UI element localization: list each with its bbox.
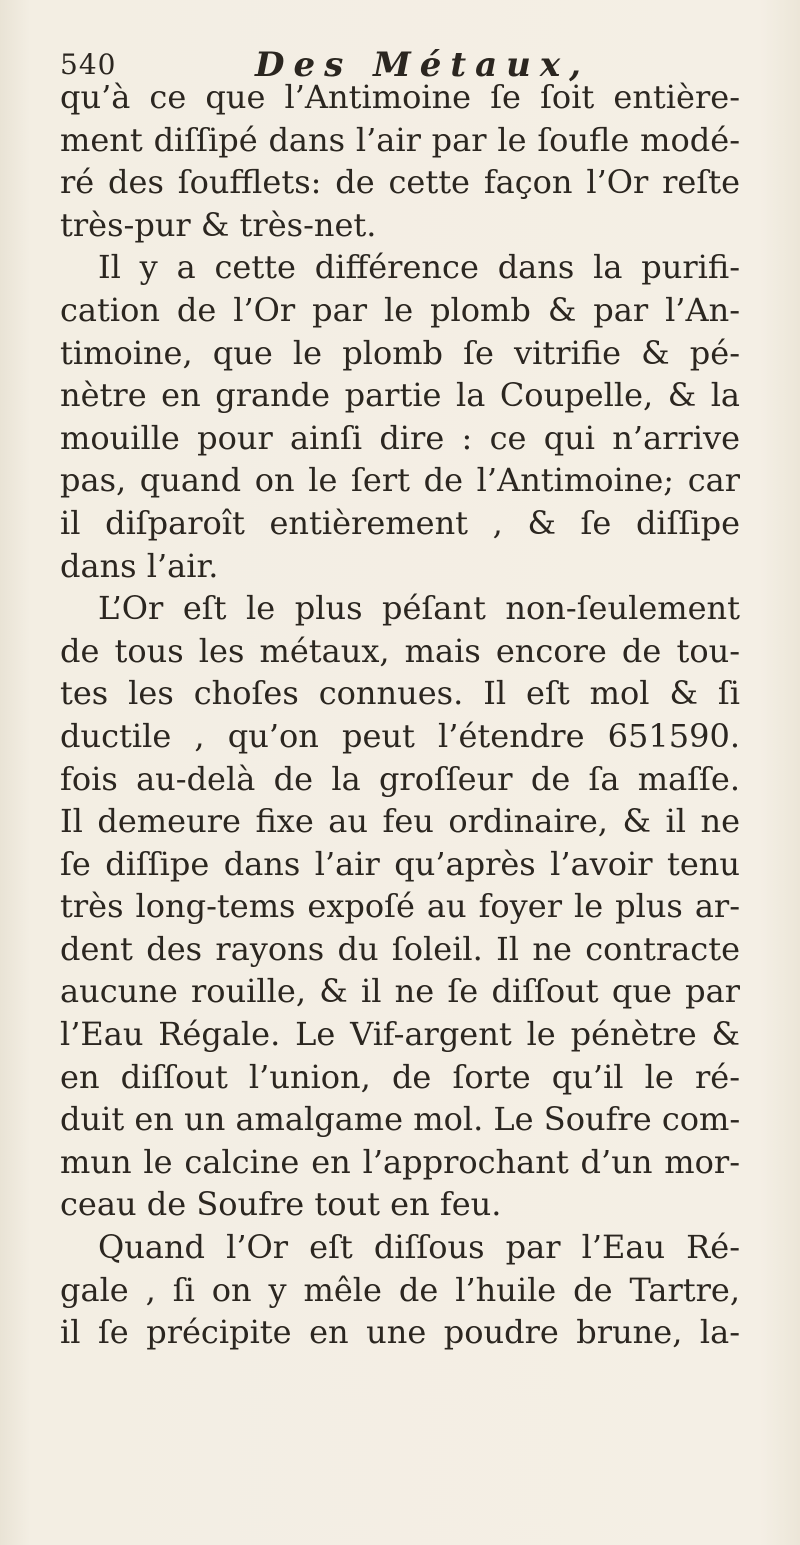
text-line: ment diſſipé dans l’air par le ſoufle modé- xyxy=(60,120,740,159)
body-text xyxy=(60,76,740,1354)
paragraph-start-line: L’Or eſt le plus péſant non-ſeulement xyxy=(98,589,740,628)
text-line: de tous les métaux, mais encore de tou- xyxy=(60,631,740,670)
text-line: gale , ſi on y mêle de l’huile de Tartre, xyxy=(60,1270,740,1309)
text-line: il diſparoît entièrement , & ſe diſſipe xyxy=(60,503,740,542)
text-line: dent des rayons du ſoleil. Il ne contracte xyxy=(60,929,740,968)
text-line: dans l’air. xyxy=(60,546,219,585)
text-line: tes les choſes connues. Il eſt mol & ſi xyxy=(60,674,740,713)
text-line: ceau de Soufre tout en feu. xyxy=(60,1185,502,1224)
page-number: 540 xyxy=(60,48,117,81)
text-line: très-pur & très-net. xyxy=(60,205,377,244)
text-line: Il demeure fixe au feu ordinaire, & il ne xyxy=(60,802,740,841)
text-line: timoine, que le plomb ſe vitrifie & pé- xyxy=(60,333,740,372)
text-line: fois au-delà de la groſſeur de ſa maſſe. xyxy=(60,759,740,798)
paragraph-start-line: Quand l’Or eſt diſſous par l’Eau Ré- xyxy=(98,1228,740,1267)
text-line: duit en un amalgame mol. Le Soufre com- xyxy=(60,1100,740,1139)
text-line: nètre en grande partie la Coupelle, & la xyxy=(60,376,740,415)
text-line: il ſe précipite en une poudre brune, la- xyxy=(60,1313,740,1352)
text-line: qu’à ce que l’Antimoine ſe ſoit entière- xyxy=(60,78,740,116)
text-line: mun le calcine en l’approchant d’un mor- xyxy=(60,1142,740,1181)
running-head: Des Métaux, xyxy=(255,45,590,85)
text-line: aucune rouille, & il ne ſe diſſout que par xyxy=(60,972,740,1011)
text-line: très long-tems expoſé au foyer le plus ar- xyxy=(60,887,740,926)
text-line: l’Eau Régale. Le Vif-argent le pénètre & xyxy=(60,1015,740,1054)
paragraph-start-line: Il y a cette différence dans la purifi- xyxy=(98,248,740,287)
text-line: cation de l’Or par le plomb & par l’An- xyxy=(60,290,740,329)
text-line: pas, quand on le ſert de l’Antimoine; car xyxy=(60,461,740,500)
text-line: mouille pour ainſi dire : ce qui n’arrive xyxy=(60,418,740,457)
text-line: ſe diſſipe dans l’air qu’après l’avoir tenu xyxy=(60,844,740,883)
text-line: ré des ſoufflets: de cette façon l’Or reſte xyxy=(60,163,740,202)
text-line: en diſſout l’union, de ſorte qu’il le ré- xyxy=(60,1057,740,1096)
text-line: ductile , qu’on peut l’étendre 651590. xyxy=(60,716,740,755)
